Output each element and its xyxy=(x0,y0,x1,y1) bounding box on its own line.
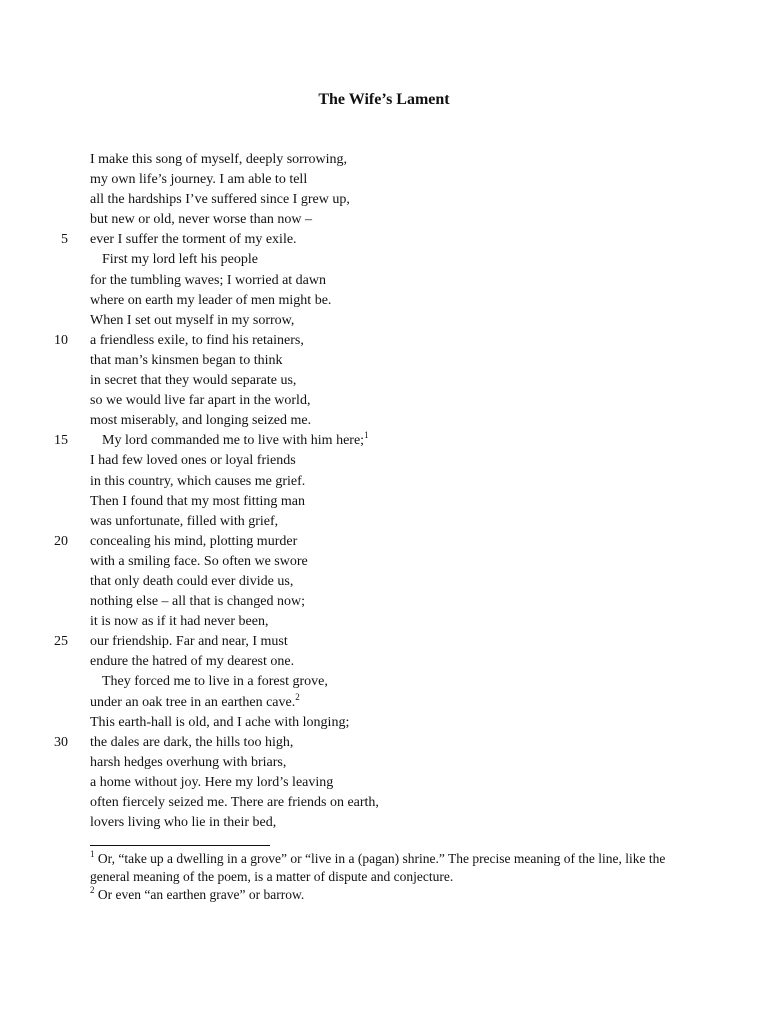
line-text-content: They forced me to live in a forest grove, xyxy=(102,674,328,690)
line-text xyxy=(90,472,305,492)
line-text xyxy=(90,411,311,431)
line-number: 20 xyxy=(54,533,68,549)
line-text xyxy=(90,271,326,291)
line-text xyxy=(90,291,331,311)
line-text xyxy=(90,592,305,612)
line-text-content: concealing his mind, plotting murder xyxy=(90,533,298,549)
footnote-text: Or even “an earthen grave” or barrow. xyxy=(97,887,305,902)
line-text-content: all the hardships I’ve suffered since I grew up, xyxy=(90,192,350,208)
poem-body xyxy=(0,150,768,833)
line-text xyxy=(90,391,310,411)
poem-line xyxy=(0,230,768,250)
poem-line xyxy=(0,271,768,291)
line-number: 30 xyxy=(54,734,68,750)
poem-line xyxy=(0,632,768,652)
poem-line xyxy=(0,592,768,612)
line-text xyxy=(90,552,308,572)
poem-line xyxy=(0,733,768,753)
line-text xyxy=(90,451,296,471)
line-text-content: with a smiling face. So often we swore xyxy=(90,553,308,569)
line-text-content: it is now as if it had never been, xyxy=(90,614,269,630)
poem-line xyxy=(0,351,768,371)
line-text xyxy=(102,250,258,270)
poem-line xyxy=(0,451,768,471)
line-text-content: often fiercely seized me. There are friends on earth, xyxy=(90,795,379,810)
line-text xyxy=(90,512,278,532)
poem-line xyxy=(0,773,768,793)
poem-line xyxy=(0,371,768,391)
line-text-content: ever I suffer the torment of my exile. xyxy=(90,232,297,248)
line-text xyxy=(102,431,369,451)
line-text-content: the dales are dark, the hills too high, xyxy=(90,734,294,750)
line-text-content: I had few loved ones or loyal friends xyxy=(90,453,296,469)
line-text-content: My lord commanded me to live with him here; xyxy=(102,433,365,449)
line-text xyxy=(90,713,349,733)
poem-line xyxy=(0,150,768,170)
line-text-content: a home without joy. Here my lord’s leaving xyxy=(90,774,334,790)
poem-line xyxy=(0,713,768,733)
line-text-content: so we would live far apart in the world, xyxy=(90,393,311,409)
line-number: 10 xyxy=(54,332,68,348)
line-text xyxy=(90,150,347,170)
poem-line xyxy=(0,612,768,632)
poem-line xyxy=(0,813,768,833)
line-text-content: that man’s kinsmen began to think xyxy=(90,352,283,368)
line-text-content: was unfortunate, filled with grief, xyxy=(90,513,279,529)
line-text xyxy=(90,773,333,793)
poem-line xyxy=(0,411,768,431)
poem-line xyxy=(0,793,768,813)
footnote xyxy=(90,886,670,904)
line-text xyxy=(90,753,286,773)
poem-line xyxy=(0,512,768,532)
line-text xyxy=(90,532,297,552)
line-text xyxy=(90,371,296,391)
line-text xyxy=(90,813,276,833)
line-text-content: in this country, which causes me grief. xyxy=(90,473,306,489)
line-text-content: but new or old, never worse than now – xyxy=(90,212,313,228)
poem-line xyxy=(0,672,768,692)
footnotes xyxy=(90,850,670,904)
line-text xyxy=(90,210,312,230)
poem-line xyxy=(0,753,768,773)
footnote-mark: 1 xyxy=(90,849,95,859)
footnote-divider xyxy=(90,845,270,846)
line-text xyxy=(102,672,328,692)
line-text xyxy=(90,632,288,652)
poem-line xyxy=(0,652,768,672)
line-text-content: most miserably, and longing seized me. xyxy=(90,413,312,429)
line-text-content: in secret that they would separate us, xyxy=(90,373,297,389)
poem-title: The Wife’s Lament xyxy=(318,91,450,108)
line-text-content: I make this song of myself, deeply sorrowing, xyxy=(90,152,348,167)
line-number: 5 xyxy=(61,232,68,248)
line-text xyxy=(90,230,297,250)
poem-line xyxy=(0,391,768,411)
line-text xyxy=(90,331,304,351)
footnote-reference: 1 xyxy=(364,430,369,441)
line-text-content: First my lord left his people xyxy=(102,252,258,268)
poem-line xyxy=(0,190,768,210)
line-text-content: for the tumbling waves; I worried at dawn xyxy=(90,272,326,288)
line-text-content: that only death could ever divide us, xyxy=(90,573,294,589)
poem-line xyxy=(0,492,768,512)
poem-line xyxy=(0,170,768,190)
line-text xyxy=(90,652,294,672)
line-text xyxy=(90,733,293,753)
footnote xyxy=(90,850,670,886)
line-text-content: harsh hedges overhung with briars, xyxy=(90,754,287,770)
footnote-text: Or, “take up a dwelling in a grove” or “live in a (pagan) shrine.” The precise meaning of the line, like the general meaning of the poem, is a matter of dispute and conjecture. xyxy=(90,851,666,884)
poem-line xyxy=(0,572,768,592)
line-text xyxy=(90,311,294,331)
poem-line xyxy=(0,210,768,230)
line-text xyxy=(90,793,379,813)
line-text-content: Then I found that my most fitting man xyxy=(90,493,306,509)
line-text-content: lovers living who lie in their bed, xyxy=(90,815,277,831)
line-text xyxy=(90,572,293,592)
footnote-mark: 2 xyxy=(90,885,95,895)
poem-line xyxy=(0,472,768,492)
line-text xyxy=(90,170,307,190)
line-number: 15 xyxy=(54,433,68,449)
line-text xyxy=(90,190,350,210)
line-text-content: When I set out myself in my sorrow, xyxy=(90,312,295,328)
poem-line xyxy=(0,250,768,270)
poem-line xyxy=(0,331,768,351)
line-text xyxy=(90,351,282,371)
line-text xyxy=(90,492,305,512)
poem-line xyxy=(0,552,768,572)
poem-line xyxy=(0,693,768,713)
line-text-content: under an oak tree in an earthen cave. xyxy=(90,694,296,710)
line-text xyxy=(90,693,300,713)
line-text xyxy=(90,612,268,632)
line-text-content: nothing else – all that is changed now; xyxy=(90,594,306,610)
poem-line xyxy=(0,431,768,451)
line-text-content: my own life’s journey. I am able to tell xyxy=(90,172,308,188)
line-text-content: endure the hatred of my dearest one. xyxy=(90,654,295,670)
poem-line xyxy=(0,532,768,552)
poem-line xyxy=(0,291,768,311)
footnote-reference: 2 xyxy=(295,691,300,702)
line-text-content: This earth-hall is old, and I ache with longing; xyxy=(90,714,350,730)
poem-line xyxy=(0,311,768,331)
line-text-content: where on earth my leader of men might be. xyxy=(90,292,332,308)
line-number: 25 xyxy=(54,634,68,650)
line-text-content: our friendship. Far and near, I must xyxy=(90,634,288,650)
line-text-content: a friendless exile, to find his retainers, xyxy=(90,332,304,348)
